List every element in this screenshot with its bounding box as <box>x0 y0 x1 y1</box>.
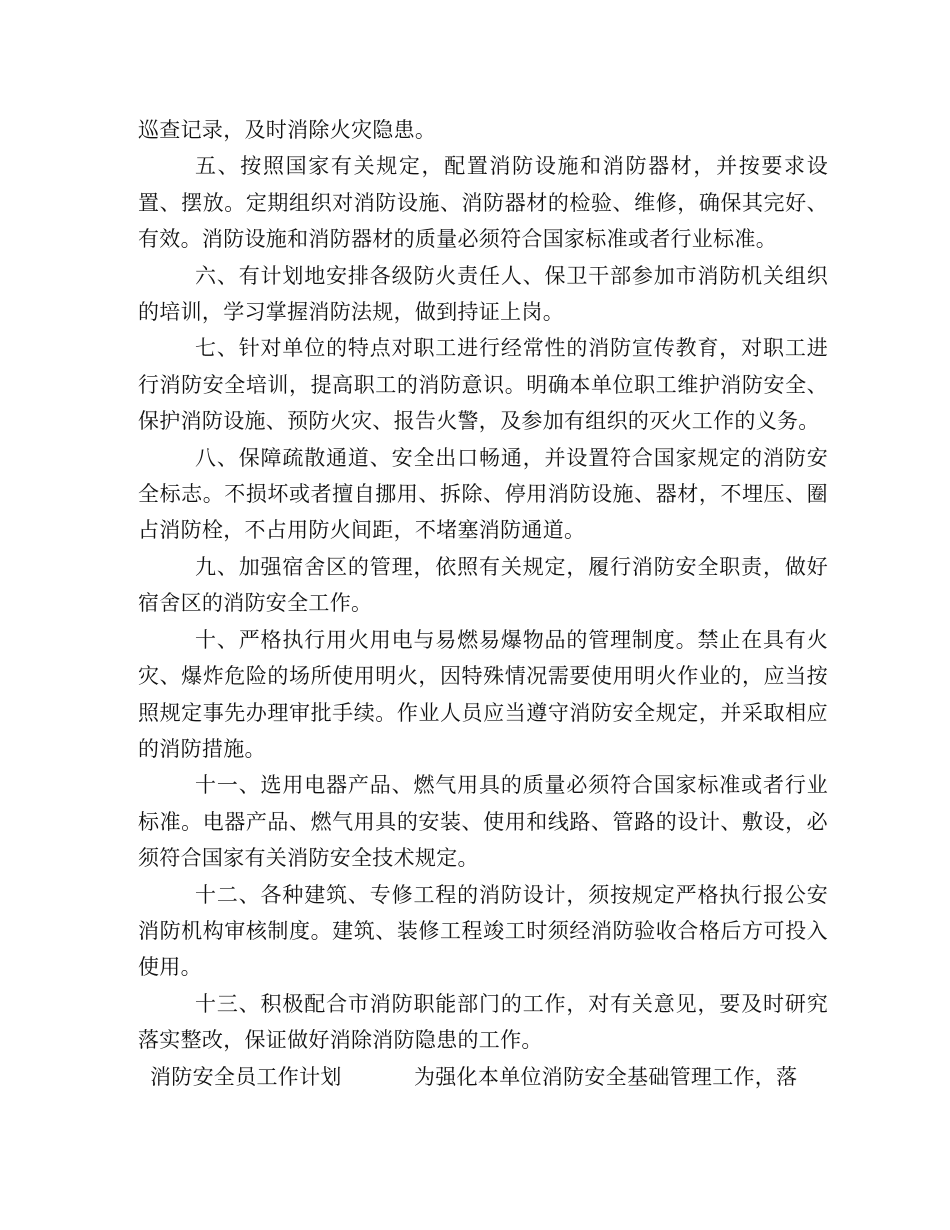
paragraph-item-9: 九、加强宿舍区的管理，依照有关规定，履行消防安全职责，做好宿舍区的消防安全工作。 <box>138 554 828 616</box>
next-section-title: 消防安全员工作计划 <box>150 1064 342 1089</box>
paragraph-item-7: 七、针对单位的特点对职工进行经常性的消防宣传教育，对职工进行消防安全培训，提高职工的消防意识。明确本单位职工维护消防安全、保护消防设施、预防火灾、报告火警，及参加有组织的灭火工作的义务。 <box>138 336 828 434</box>
paragraph-item-6: 六、有计划地安排各级防火责任人、保卫干部参加市消防机关组织的培训，学习掌握消防法规，做到持证上岗。 <box>138 263 828 325</box>
paragraph-item-13: 十三、积极配合市消防职能部门的工作，对有关意见，要及时研究落实整改，保证做好消除消防隐患的工作。 <box>138 991 828 1053</box>
paragraph-item-8: 八、保障疏散通道、安全出口畅通，并设置符合国家规定的消防安全标志。不损坏或者擅自挪用、拆除、停用消防设施、器材，不埋压、圈占消防栓，不占用防火间距，不堵塞消防通道。 <box>138 445 828 543</box>
document-body <box>138 112 828 1095</box>
next-section-opening: 为强化本单位消防安全基础管理工作，落 <box>414 1064 798 1089</box>
next-section-line <box>138 1059 828 1095</box>
paragraph-item-5: 五、按照国家有关规定，配置消防设施和消防器材，并按要求设置、摆放。定期组织对消防设施、消防器材的检验、维修，确保其完好、有效。消防设施和消防器材的质量必须符合国家标准或者行业标准。 <box>138 154 828 252</box>
paragraph-item-12: 十二、各种建筑、专修工程的消防设计，须按规定严格执行报公安消防机构审核制度。建筑、装修工程竣工时须经消防验收合格后方可投入使用。 <box>138 882 828 980</box>
paragraph-continuation: 巡查记录，及时消除火灾隐患。 <box>138 118 437 142</box>
paragraph-item-11: 十一、选用电器产品、燃气用具的质量必须符合国家标准或者行业标准。电器产品、燃气用具的安装、使用和线路、管路的设计、敷设，必须符合国家有关消防安全技术规定。 <box>138 773 828 871</box>
paragraph-item-10: 十、严格执行用火用电与易燃易爆物品的管理制度。禁止在具有火灾、爆炸危险的场所使用明火，因特殊情况需要使用明火作业的，应当按照规定事先办理审批手续。作业人员应当遵守消防安全规定，并采取相应的消防措施。 <box>138 627 828 761</box>
